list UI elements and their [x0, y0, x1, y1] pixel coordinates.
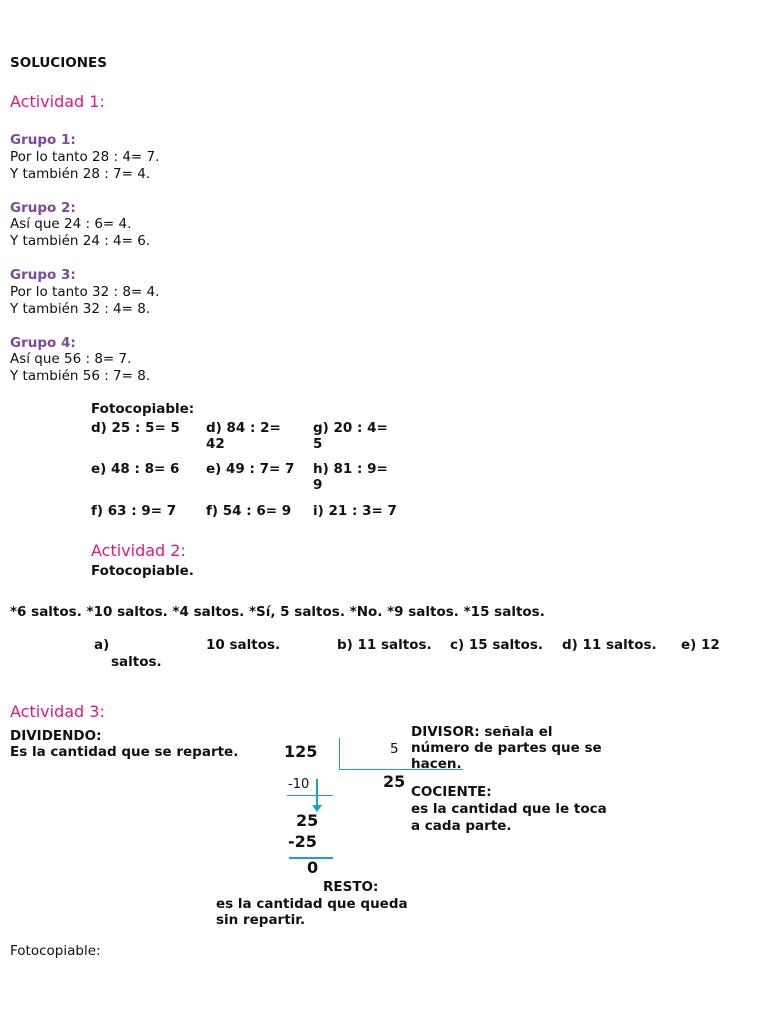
footer-note: Fotocopiable: [10, 943, 101, 959]
grupo-line: Así que 56 : 8= 7. [10, 351, 132, 367]
cociente-desc: a cada parte. [411, 818, 512, 834]
cociente-label: COCIENTE: [411, 784, 492, 800]
resto-desc: es la cantidad que queda [216, 896, 408, 912]
partial-remainder: 25 [296, 811, 319, 830]
table-cell: i) 21 : 3= 7 [313, 503, 397, 519]
table-cell: d) 84 : 2= 42 [206, 420, 281, 452]
grupo-line: Y también 28 : 7= 4. [10, 166, 151, 182]
table-cell: d) 25 : 5= 5 [91, 420, 180, 436]
dividendo-desc: Es la cantidad que se reparte. [10, 744, 239, 760]
answer-a-value: 10 saltos. [206, 637, 281, 653]
dividend-value: 125 [284, 742, 318, 761]
table-cell: f) 54 : 6= 9 [206, 503, 292, 519]
answer-b: b) 11 saltos. [337, 637, 432, 653]
page-title: SOLUCIONES [10, 55, 107, 71]
divisor-desc: hacen. [411, 756, 462, 772]
table-cell: e) 48 : 8= 6 [91, 461, 180, 477]
table-cell: f) 63 : 9= 7 [91, 503, 177, 519]
answer-e: e) 12 [681, 637, 720, 653]
grupo-line: Así que 24 : 6= 4. [10, 216, 132, 232]
table-cell: e) 49 : 7= 7 [206, 461, 295, 477]
grupo-title: Grupo 3: [10, 267, 76, 283]
resto-desc: sin repartir. [216, 912, 306, 928]
divisor-label: DIVISOR: señala el [411, 724, 553, 740]
divisor-vertical-line [339, 738, 340, 770]
grupo-line: Y también 32 : 4= 8. [10, 301, 151, 317]
grupo-line: Por lo tanto 28 : 4= 7. [10, 149, 160, 165]
quotient-value: 25 [383, 772, 406, 791]
subtraction-1: -10 [288, 777, 310, 792]
grupo-line: Y también 56 : 7= 8. [10, 368, 151, 384]
answer-c: c) 15 saltos. [450, 637, 544, 653]
grupo-title: Grupo 4: [10, 335, 76, 351]
grupo-line: Por lo tanto 32 : 8= 4. [10, 284, 160, 300]
saltos-line: *6 saltos. *10 saltos. *4 saltos. *Sí, 5 saltos. *No. *9 saltos. *15 saltos. [10, 604, 545, 620]
answer-a: a) [94, 637, 110, 653]
remainder-value: 0 [307, 858, 319, 877]
actividad-2-title: Actividad 2: [91, 541, 186, 560]
answer-e-cont: saltos. [111, 654, 162, 670]
resto-label: RESTO: [323, 879, 379, 895]
grupo-title: Grupo 1: [10, 132, 76, 148]
table-cell: g) 20 : 4= 5 [313, 420, 388, 452]
fotocopiable-label: Fotocopiable: [91, 401, 195, 417]
table-cell: h) 81 : 9= 9 [313, 461, 388, 493]
grupo-title: Grupo 2: [10, 200, 76, 216]
subtraction-2: -25 [288, 832, 317, 851]
fotocopiable-note: Fotocopiable. [91, 563, 194, 579]
subtraction-line-1 [287, 795, 333, 796]
divisor-desc: número de partes que se [411, 740, 602, 756]
arrow-shaft [316, 779, 318, 806]
dividendo-label: DIVIDENDO: [10, 728, 102, 744]
actividad-3-title: Actividad 3: [10, 702, 105, 721]
divisor-value: 5 [390, 741, 399, 757]
grupo-line: Y también 24 : 4= 6. [10, 233, 151, 249]
cociente-desc: es la cantidad que le toca [411, 801, 607, 817]
answer-d: d) 11 saltos. [562, 637, 657, 653]
actividad-1-title: Actividad 1: [10, 92, 105, 111]
